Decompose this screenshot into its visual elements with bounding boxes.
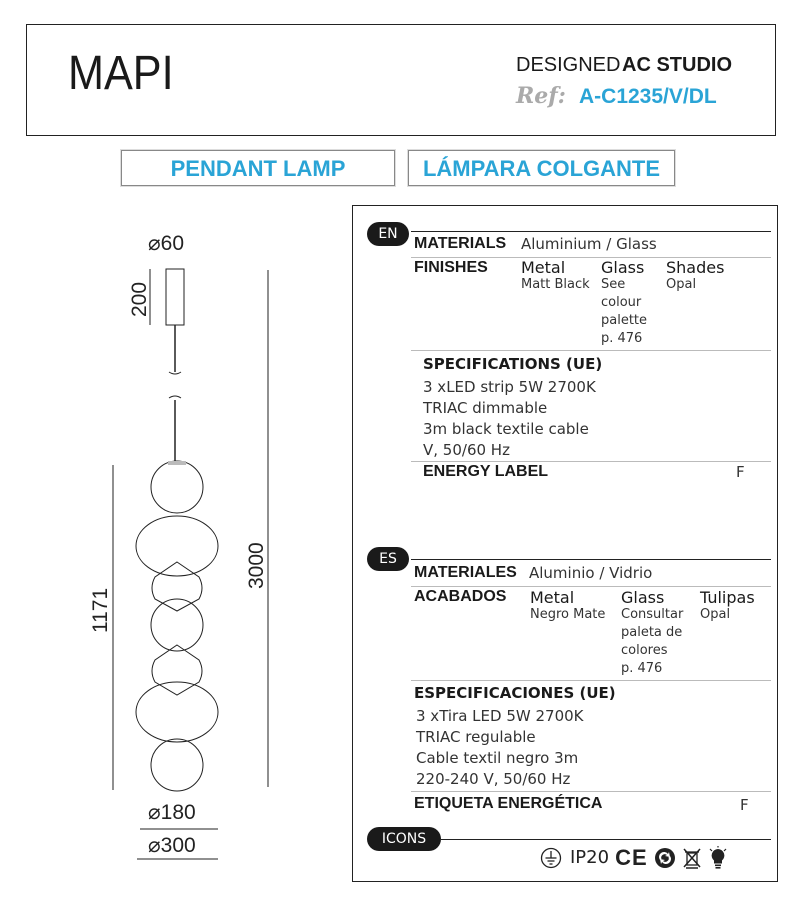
es-spec-line-4: 220-240 V, 50/60 Hz [416, 770, 571, 788]
es-energy-value: F [740, 796, 749, 814]
en-finish-col-1-head: Metal [521, 258, 566, 277]
es-rule-2 [411, 680, 771, 681]
en-specs-list [423, 377, 596, 461]
en-spec-line-3: 3m black textile cable [423, 420, 589, 438]
canopy-height-label: 200 [128, 281, 151, 317]
en-header-rule [411, 231, 771, 232]
es-finish-col-1-line-1: Negro Mate [530, 607, 606, 622]
en-finish-col-1-line-1: Matt Black [521, 277, 590, 292]
recycling-icon [654, 847, 676, 869]
en-finish-col-2-line-3: palette [601, 313, 648, 328]
es-finish-col-1-head: Metal [530, 588, 575, 607]
glass-sphere-3 [151, 739, 203, 791]
glass-diamond-1 [152, 562, 202, 611]
es-finish-col-2-line-2: paleta de [621, 625, 683, 640]
led-bulb-icon [708, 846, 728, 870]
title-es-box [408, 150, 675, 186]
title-es: LÁMPARA COLGANTE [422, 156, 661, 181]
en-specs-label: SPECIFICATIONS (UE) [423, 355, 603, 373]
total-height-label: 3000 [245, 542, 268, 589]
es-energy-label: ETIQUETA ENERGÉTICA [414, 795, 603, 812]
en-spec-line-1: 3 xLED strip 5W 2700K [423, 378, 596, 396]
es-finishes-label: ACABADOS [414, 588, 507, 605]
en-energy-value: F [736, 463, 745, 481]
earth-ground-icon [540, 847, 562, 869]
en-finishes-label: FINISHES [414, 259, 488, 276]
en-rule-2 [411, 350, 771, 351]
glass-sphere-2 [151, 599, 203, 651]
ce-mark-icon: CE [615, 845, 648, 870]
en-finish-col-3-head: Shades [666, 258, 725, 277]
es-finish-col-2-head: Glass [621, 588, 665, 607]
en-tag: EN [367, 222, 409, 246]
en-rule-3 [411, 461, 771, 462]
es-spec-line-3: Cable textil negro 3m [416, 749, 579, 767]
icons-header-rule [441, 839, 771, 840]
en-finish-col-2-line-1: See [601, 277, 626, 292]
icons-row [540, 844, 728, 872]
cable-break-lower [169, 396, 181, 398]
es-finish-col-2-line-1: Consultar [621, 607, 684, 622]
designer-name: AC STUDIO [622, 54, 732, 76]
product-name: MAPI [68, 47, 174, 100]
en-finish-col-2-head: Glass [601, 258, 645, 277]
en-finish-col-3-line-1: Opal [666, 277, 697, 292]
es-rule-3 [411, 791, 771, 792]
en-finish-col-2-line-2: colour [601, 295, 642, 310]
es-finish-col-2-line-4: p. 476 [621, 661, 663, 676]
ref-label: Ref: [516, 83, 566, 109]
cable-break-upper [169, 372, 181, 374]
glass-ellipse-2 [136, 682, 218, 742]
es-spec-line-1: 3 xTira LED 5W 2700K [416, 707, 584, 725]
body-height-label: 1171 [89, 587, 112, 633]
shade-connector [168, 461, 186, 465]
ref-code: A-C1235/V/DL [579, 85, 717, 108]
es-finish-col-3-line-1: Opal [700, 607, 731, 622]
en-spec-line-2: TRIAC dimmable [423, 399, 548, 417]
designed-label: DESIGNED [516, 54, 621, 76]
en-finish-col-2-line-4: p. 476 [601, 331, 643, 346]
es-tag: ES [367, 547, 409, 571]
glass-sphere-1 [151, 461, 203, 513]
canopy-shape [166, 269, 184, 325]
large-diameter-label: ⌀300 [148, 834, 196, 857]
icons-tag: ICONS [367, 827, 441, 851]
glass-diamond-2 [152, 645, 202, 695]
ip-rating: IP20 [570, 847, 610, 868]
es-specs-list [416, 706, 584, 790]
es-materials-label: MATERIALES [414, 564, 517, 581]
es-specs-label: ESPECIFICACIONES (UE) [414, 684, 616, 702]
weee-bin-icon [682, 847, 702, 869]
es-header-rule [411, 559, 771, 560]
en-energy-label: ENERGY LABEL [423, 463, 549, 480]
es-materials-value: Aluminio / Vidrio [529, 564, 653, 582]
es-spec-line-2: TRIAC regulable [416, 728, 536, 746]
small-diameter-label: ⌀180 [148, 801, 196, 824]
lamp-technical-drawing [80, 225, 280, 875]
en-materials-label: MATERIALS [414, 235, 507, 252]
title-en: PENDANT LAMP [170, 156, 346, 181]
title-en-box [121, 150, 395, 186]
es-finish-col-3-head: Tulipas [700, 588, 755, 607]
es-rule-1 [411, 586, 771, 587]
canopy-diameter-label: ⌀60 [148, 232, 185, 255]
en-spec-line-4: V, 50/60 Hz [423, 441, 510, 459]
es-finish-col-2-line-3: colores [621, 643, 668, 658]
en-materials-value: Aluminium / Glass [521, 235, 657, 253]
glass-ellipse-1 [136, 516, 218, 576]
